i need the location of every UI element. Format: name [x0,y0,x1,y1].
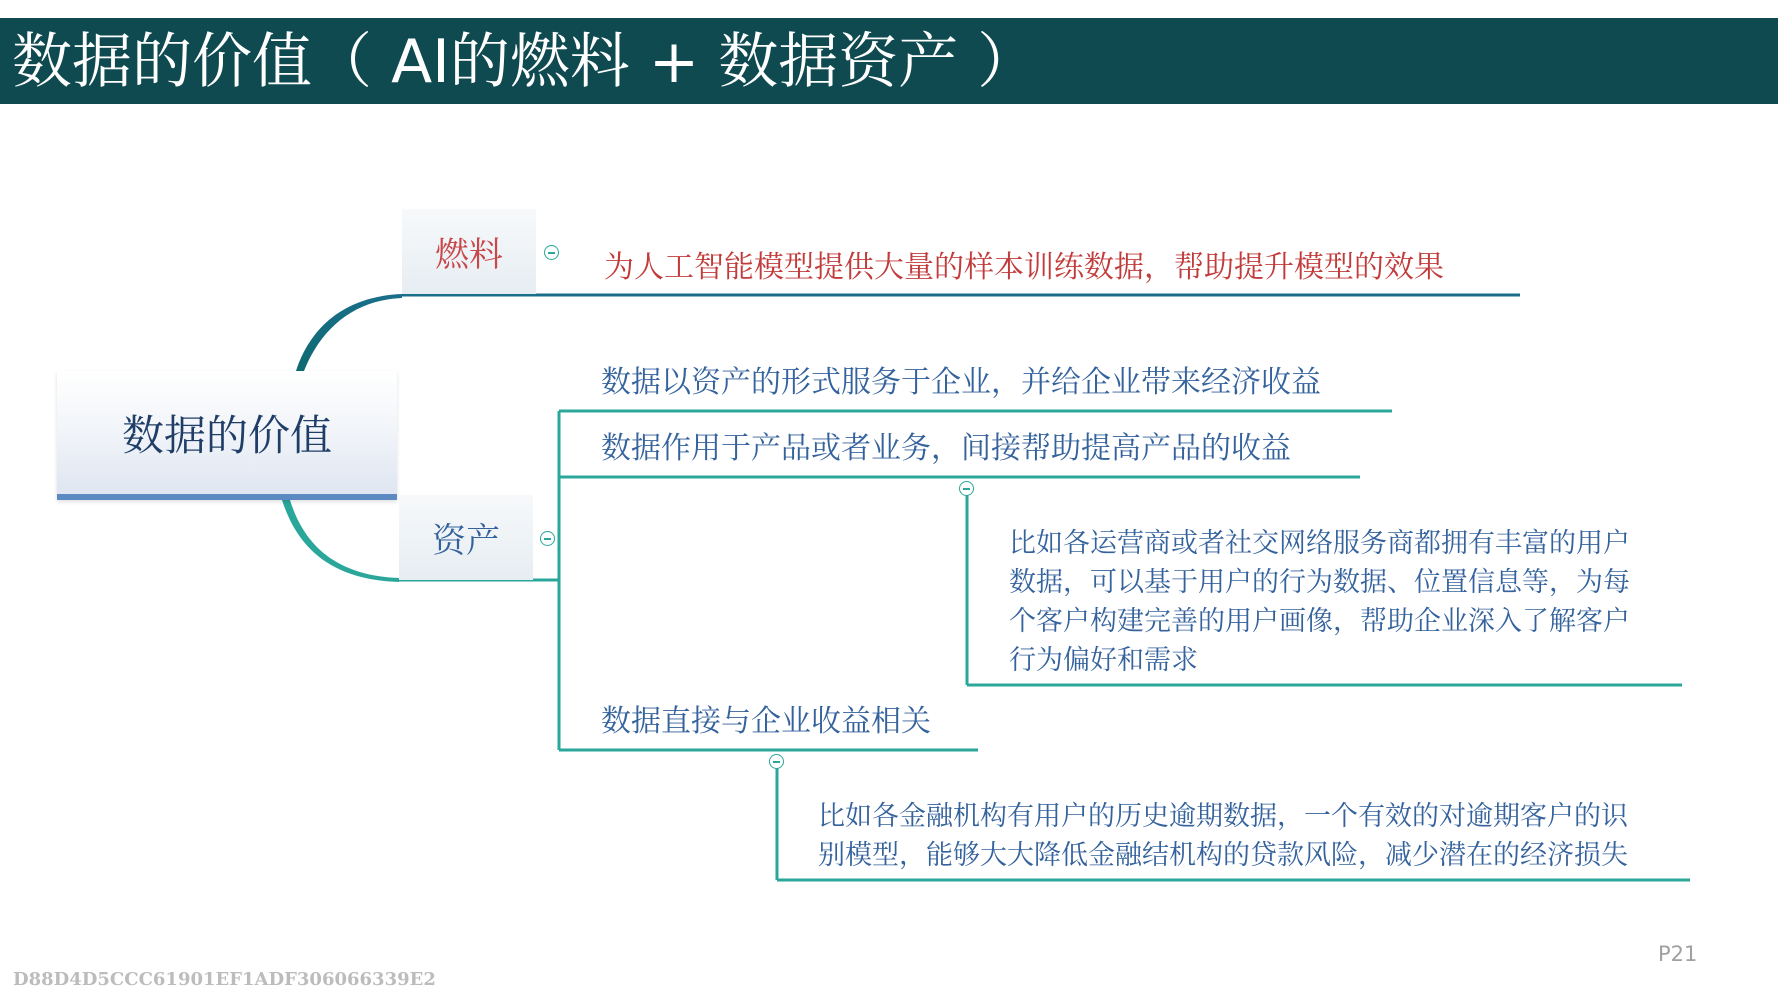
asset-item-indirect[interactable]: 数据作用于产品或者业务，间接帮助提高产品的收益 [601,431,1291,466]
collapse-asset-icon[interactable] [540,531,555,546]
curve-to-fuel [296,294,402,371]
curve-to-asset [282,500,399,582]
branch-node-fuel[interactable] [402,209,536,294]
detail-direct[interactable] [818,797,1628,875]
watermark: D88D4D5CCC61901EF1ADF306066339E2 [13,969,436,990]
detail-indirect-line-2: 数据，可以基于用户的行为数据、位置信息等，为每 [1009,567,1630,598]
detail-direct-line-2: 别模型，能够大大降低金融结机构的贷款风险，减少潜在的经济损失 [818,840,1628,871]
branch-node-asset[interactable] [399,495,533,580]
asset-item-direct[interactable]: 数据直接与企业收益相关 [601,704,931,739]
collapse-direct-icon[interactable] [769,754,784,769]
asset-item-resource[interactable]: 数据以资产的形式服务于企业，并给企业带来经济收益 [601,365,1321,400]
root-node[interactable] [57,371,397,500]
detail-indirect-line-1: 比如各运营商或者社交网络服务商都拥有丰富的用户 [1009,528,1630,559]
page-number: P21 [1658,942,1698,966]
detail-direct-line-1: 比如各金融机构有用户的历史逾期数据，一个有效的对逾期客户的识 [818,801,1628,832]
collapse-indirect-icon[interactable] [959,481,974,496]
root-node-label: 数据的价值 [121,410,332,460]
fuel-item[interactable]: 为人工智能模型提供大量的样本训练数据，帮助提升模型的效果 [604,250,1444,285]
detail-indirect[interactable] [1009,524,1630,680]
branch-fuel-label: 燃料 [435,235,503,275]
collapse-fuel-icon[interactable] [544,245,559,260]
page-title: 数据的价值（ AI的燃料 + 数据资产 ） [12,27,1038,97]
detail-indirect-line-3: 个客户构建完善的用户画像，帮助企业深入了解客户 [1009,606,1630,637]
branch-asset-label: 资产 [432,521,500,561]
detail-indirect-line-4: 行为偏好和需求 [1009,645,1198,676]
